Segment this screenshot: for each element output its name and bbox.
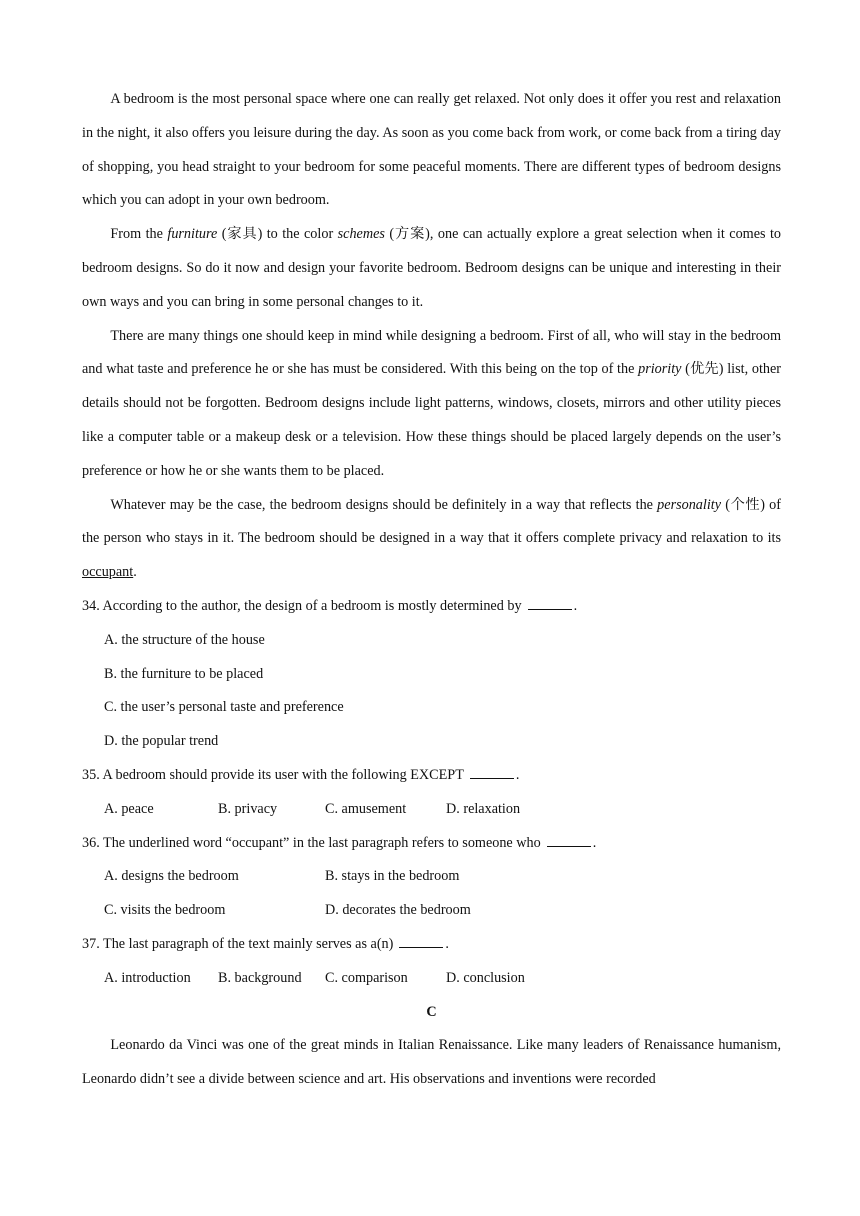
question-text: 37. The last paragraph of the text mainly serves as a(n) (82, 935, 394, 952)
paragraph-3 (82, 320, 781, 489)
option-34-c: C. the user’s personal taste and preference (104, 699, 344, 716)
question-34 (82, 590, 781, 624)
punctuation: . (573, 597, 578, 614)
italic-term-furniture: furniture (167, 226, 218, 243)
option-36-a: A. designs the bedroom (104, 868, 239, 885)
option-35-a: A. peace (104, 800, 154, 817)
answer-blank (470, 766, 514, 779)
italic-term-personality: personality (657, 496, 722, 513)
text-run: Whatever may be the case, the bedroom designs should be definitely in a way that reflects the (110, 496, 658, 513)
paragraph-4 (82, 489, 781, 590)
underlined-word-occupant: occupant (82, 564, 134, 581)
question-text: 34. According to the author, the design of a bedroom is mostly determined by (82, 597, 522, 614)
text-run: (个性) of the person who stays in it. The bedroom should be designed in a way that it offers complete privacy and relaxation to its (82, 496, 781, 547)
section-heading-c: C (426, 1003, 437, 1020)
question-35 (82, 759, 781, 793)
text-run: . (133, 564, 137, 581)
text-run: (家具) to the color (217, 226, 338, 243)
option-37-a: A. introduction (104, 969, 191, 986)
option-34-a: A. the structure of the house (104, 631, 265, 648)
question-37 (82, 928, 781, 962)
option-36-d: D. decorates the bedroom (325, 902, 471, 919)
text-run: From the (110, 226, 168, 243)
punctuation: . (445, 935, 449, 952)
punctuation: . (592, 834, 597, 851)
answer-blank (399, 935, 443, 948)
text-run: There are many things one should keep in mind while designing a bedroom. First of all, who will stay in the bedroom and what taste and preference he or she has must be considered. With this being on the top of the (82, 327, 781, 378)
option-35-d: D. relaxation (446, 800, 521, 817)
section-c-paragraph: Leonardo da Vinci was one of the great minds in Italian Renaissance. Like many leaders of Renaissance humanism, Leonardo didn’t see a divide between science and art. His observations and inventions were recorded (82, 1037, 781, 1088)
options-35 (82, 793, 781, 827)
text-run: (方案), one can actually explore a great selection when it comes to bedroom designs. So do it now and design your favorite bedroom. Bedroom designs can be unique and interesting in their own ways and you can bring in some personal changes to it. (82, 226, 782, 310)
options-36-row-1 (82, 860, 781, 894)
option-35-c: C. amusement (325, 800, 407, 817)
options-37 (82, 962, 781, 996)
options-36-row-2 (82, 894, 781, 928)
option-36-c: C. visits the bedroom (104, 902, 226, 919)
italic-term-priority: priority (638, 361, 682, 378)
question-text: 36. The underlined word “occupant” in the last paragraph refers to someone who (82, 834, 541, 851)
document-page (82, 83, 781, 1097)
answer-blank (547, 834, 591, 847)
option-37-c: C. comparison (325, 969, 408, 986)
option-35-b: B. privacy (218, 800, 278, 817)
option-34-b: B. the furniture to be placed (104, 665, 264, 682)
paragraph-1: A bedroom is the most personal space where one can really get relaxed. Not only does it offer you rest and relaxation in the night, it also offers you leisure during the day. As soon as you come back from work, or come back from a tiring day of shopping, you head straight to your bedroom for some peaceful moments. There are different types of bedroom designs which you can adopt in your own bedroom. (82, 91, 781, 209)
question-36 (82, 827, 781, 861)
option-37-d: D. conclusion (446, 969, 525, 986)
option-34-d: D. the popular trend (104, 733, 219, 750)
option-36-b: B. stays in the bedroom (325, 868, 460, 885)
option-37-b: B. background (218, 969, 302, 986)
text-run: (优先) list, other details should not be forgotten. Bedroom designs include light patterns, windows, closets, mirrors and other utility pieces like a computer table or a makeup desk or a television. How these things should be placed largely depends on the user’s preference or how he or she wants them to be placed. (82, 361, 781, 479)
italic-term-schemes: schemes (337, 226, 385, 243)
answer-blank (528, 597, 572, 610)
question-text: 35. A bedroom should provide its user with the following EXCEPT (82, 766, 464, 783)
paragraph-2 (82, 218, 781, 319)
punctuation: . (515, 766, 520, 783)
